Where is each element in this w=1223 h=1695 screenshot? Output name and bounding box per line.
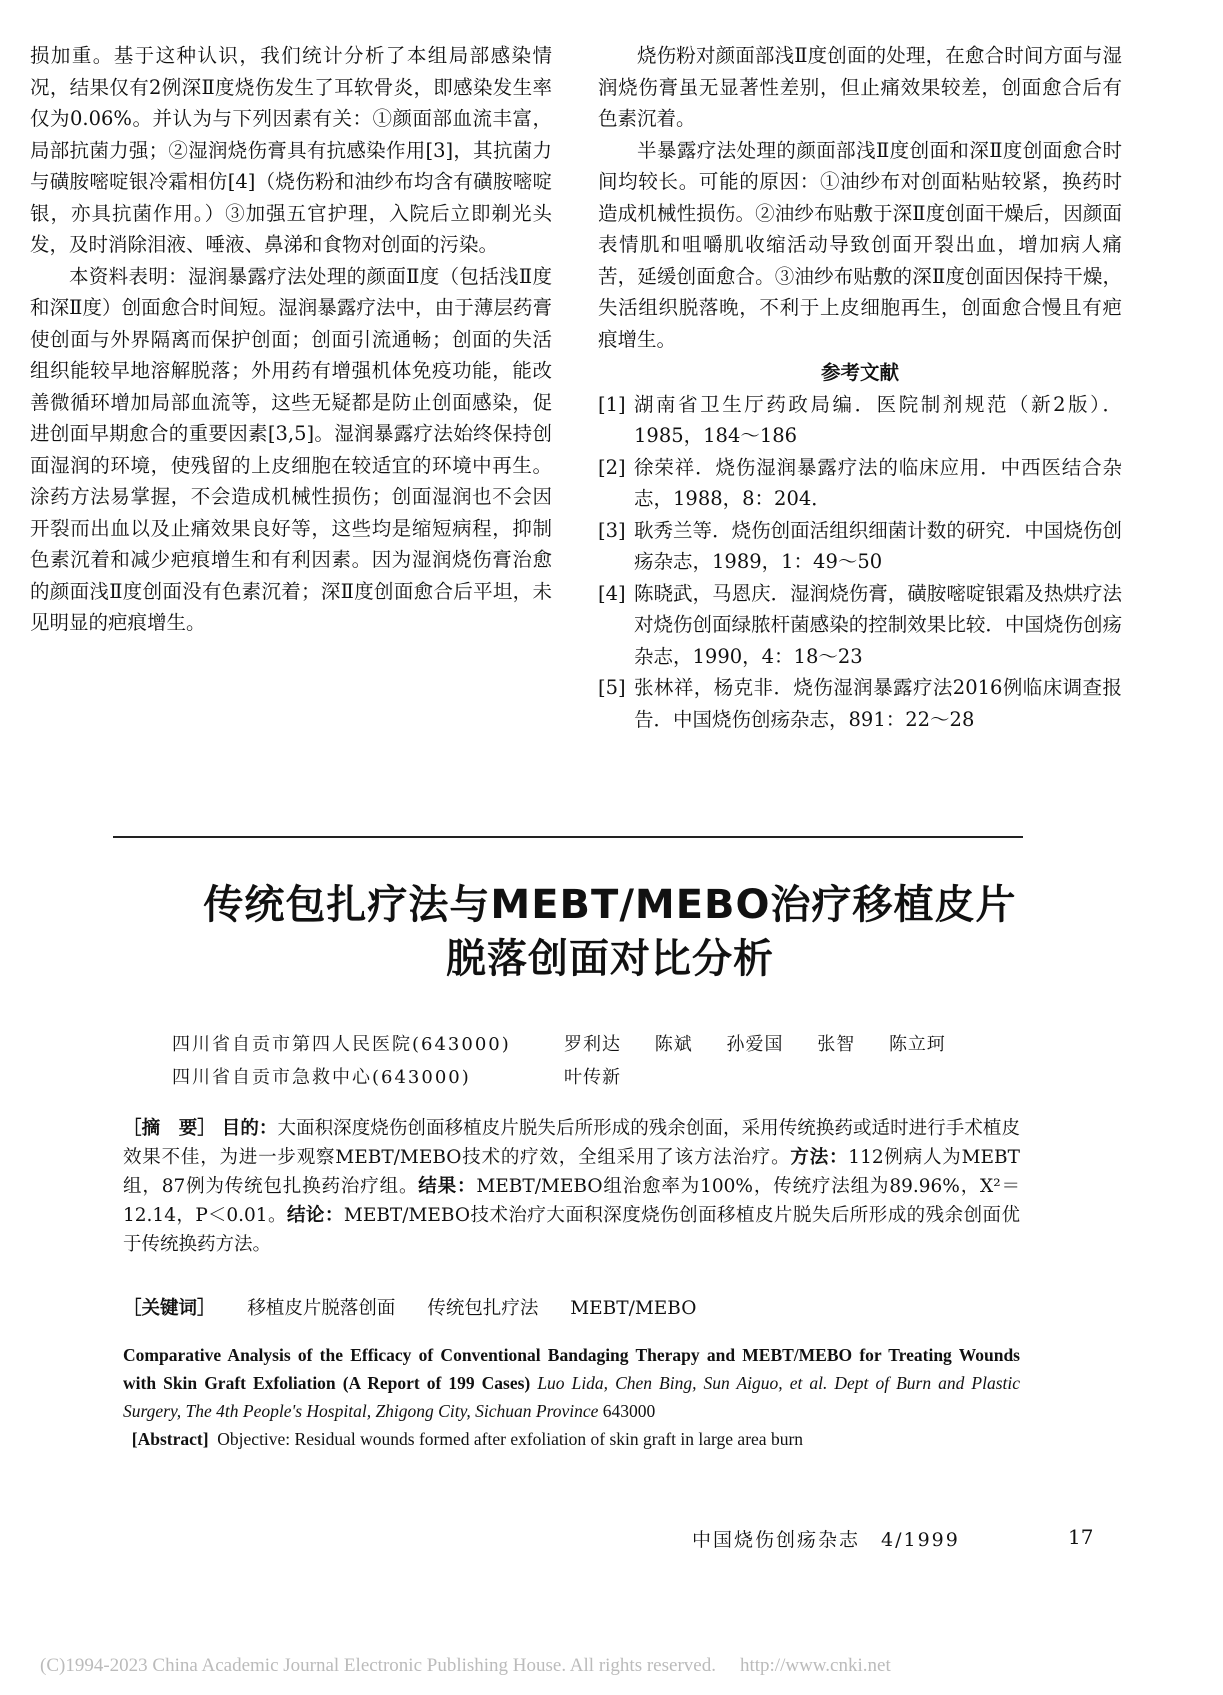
author-name: 罗利达 — [564, 1034, 621, 1055]
reference-text: 徐荣祥．烧伤湿润暴露疗法的临床应用．中西医结合杂志，1988，8：204． — [634, 455, 1122, 510]
reference-item — [598, 672, 1122, 735]
english-postcode: 643000 — [602, 1401, 656, 1421]
body-paragraph: 损加重。基于这种认识，我们统计分析了本组局部感染情况，结果仅有2例深Ⅱ度烧伤发生了耳软骨炎，即感染发生率仅为0.06%。并认为与下列因素有关：①颜面部血流丰富，局部抗菌力强；②湿润烧伤膏具有抗感染作用[3]，其抗菌力与磺胺嘧啶银冷霜相仿[4]（烧伤粉和油纱布均含有磺胺嘧啶银，亦具抗菌作用。）③加强五官护理，入院后立即剃光头发，及时消除泪液、唾液、鼻涕和食物对创面的污染。 — [30, 44, 552, 256]
body-paragraph: 烧伤粉对颜面部浅Ⅱ度创面的处理，在愈合时间方面与湿润烧伤膏虽无显著性差别，但止痛效果较差，创面愈合后有色素沉着。 — [598, 44, 1122, 130]
objective-text: 大面积深度烧伤创面移植皮片脱失后所形成的残余创面，采用传统换药或适时进行手术植皮效果不佳，为进一步观察MEBT/MEBO技术的疗效，全组采用了该方法治疗。 — [123, 1118, 1020, 1168]
english-abstract-label: [Abstract] — [131, 1429, 209, 1449]
abstract-chinese — [123, 1114, 1020, 1259]
copyright-text: (C)1994-2023 China Academic Journal Electronic Publishing House. All rights reserved. — [40, 1655, 716, 1676]
title-line-1: 传统包扎疗法与MEBT/MEBO治疗移植皮片 — [203, 882, 1017, 928]
method-label: 方法： — [790, 1147, 849, 1168]
result-label: 结果： — [418, 1176, 477, 1197]
author-list — [564, 1061, 649, 1094]
section-divider — [113, 836, 1023, 838]
affiliation-name: 四川省自贡市急救中心(643000) — [172, 1067, 471, 1088]
author-name: 陈斌 — [654, 1034, 693, 1055]
reference-item — [598, 578, 1122, 673]
reference-item — [598, 389, 1122, 452]
copyright-notice — [40, 1655, 891, 1677]
author-name: 陈立珂 — [888, 1034, 946, 1055]
keywords — [123, 1294, 1020, 1323]
reference-number: [5] — [598, 676, 626, 699]
english-abstract-text: Objective: Residual wounds formed after exfoliation of skin graft in large area burn — [217, 1429, 804, 1449]
author-list — [564, 1028, 974, 1061]
title-line-2: 脱落创面对比分析 — [446, 936, 774, 982]
keyword: MEBT/MEBO — [570, 1298, 697, 1319]
right-column — [598, 40, 1122, 735]
english-abstract — [123, 1341, 1020, 1453]
affiliation-row — [172, 1028, 974, 1061]
conclusion-text: MEBT/MEBO技术治疗大面积深度烧伤创面移植皮片脱失后所形成的残余创面优于传统换药方法。 — [123, 1205, 1020, 1255]
author-name: 张智 — [817, 1034, 856, 1055]
reference-text: 陈晓武，马恩庆．湿润烧伤膏，磺胺嘧啶银霜及热烘疗法对烧伤创面绿脓杆菌感染的控制效果比较．中国烧伤创疡杂志，1990，4：18～23 — [634, 581, 1122, 668]
author-name: 孙爱国 — [726, 1034, 784, 1055]
keyword: 移植皮片脱落创面 — [247, 1298, 396, 1319]
reference-number: [3] — [598, 518, 626, 542]
method-text: 112例病人为MEBT组，87例为传统包扎换药治疗组。 — [123, 1147, 1020, 1197]
objective-label: 目的： — [221, 1118, 278, 1139]
abstract-label: ［摘 要］ — [123, 1118, 216, 1139]
references-heading: 参考文献 — [820, 361, 899, 384]
left-column — [30, 40, 552, 639]
body-paragraph: 半暴露疗法处理的颜面部浅Ⅱ度创面和深Ⅱ度创面愈合时间均较长。可能的原因：①油纱布对创面粘贴较紧，换药时造成机械性损伤。②油纱布贴敷于深Ⅱ度创面干燥后，因颜面表情肌和咀嚼肌收缩活动导致创面开裂出血，增加病人痛苦，延缓创面愈合。③油纱布贴敷的深Ⅱ度创面因保持干燥，失活组织脱落晚，不利于上皮细胞再生，创面愈合慢且有疤痕增生。 — [598, 138, 1122, 351]
article-title — [60, 878, 1160, 986]
reference-number: [4] — [598, 581, 626, 605]
keywords-label: ［关键词］ — [123, 1298, 216, 1319]
journal-footer: 中国烧伤创疡杂志 4/1999 — [692, 1529, 960, 1551]
affiliation-row — [172, 1061, 974, 1094]
affiliation-name: 四川省自贡市第四人民医院(643000) — [172, 1034, 511, 1055]
result-text: MEBT/MEBO组治愈率为100%，传统疗法组为89.96%，X²＝12.14，P＜0.01。 — [123, 1176, 1020, 1226]
page-number: 17 — [1068, 1525, 1094, 1549]
cnki-url: http://www.cnki.net — [739, 1655, 891, 1676]
reference-text: 耿秀兰等．烧伤创面活组织细菌计数的研究．中国烧伤创疡杂志，1989，1：49～50 — [634, 518, 1122, 573]
reference-number: [1] — [598, 392, 626, 416]
english-title: Comparative Analysis of the Efficacy of Conventional Bandaging Therapy and MEBT/MEBO for Treating Wounds with Skin Graft Exfoliation (A Report of 199 Cases) — [123, 1345, 1020, 1393]
references-list — [598, 389, 1122, 736]
body-paragraph: 本资料表明：湿润暴露疗法处理的颜面Ⅱ度（包括浅Ⅱ度和深Ⅱ度）创面愈合时间短。湿润暴露疗法中，由于薄层药膏使创面与外界隔离而保护创面；创面引流通畅；创面的失活组织能较早地溶解脱落；外用药有增强机体免疫功能，能改善微循环增加局部血流等，这些无疑都是防止创面感染，促进创面早期愈合的重要因素[3,5]。湿润暴露疗法始终保持创面湿润的环境，使残留的上皮细胞在较适宜的环境中再生。涂药方法易掌握，不会造成机械性损伤；创面湿润也不会因开裂而出血以及止痛效果良好等，这些均是缩短病程，抑制色素沉着和减少疤痕增生和有利因素。因为湿润烧伤膏治愈的颜面浅Ⅱ度创面没有色素沉着；深Ⅱ度创面愈合后平坦，未见明显的疤痕增生。 — [30, 264, 552, 634]
author-affiliations — [172, 1028, 974, 1094]
reference-text: 张林祥，杨克非．烧伤湿润暴露疗法2016例临床调查报告．中国烧伤创疡杂志，891：22～28 — [634, 676, 1122, 731]
reference-text: 湖南省卫生厅药政局编．医院制剂规范（新2版）．1985，184～186 — [634, 392, 1122, 447]
author-name: 叶传新 — [564, 1067, 621, 1088]
english-authors-affiliation: Luo Lida, Chen Bing, Sun Aiguo, et al. Dept of Burn and Plastic Surgery, The 4th People's Hospital, Zhigong City, Sichuan Province — [123, 1373, 1021, 1421]
reference-item — [598, 515, 1122, 578]
conclusion-label: 结论： — [286, 1205, 344, 1226]
reference-number: [2] — [598, 455, 626, 479]
keyword: 传统包扎疗法 — [427, 1298, 539, 1319]
reference-item — [598, 452, 1122, 515]
